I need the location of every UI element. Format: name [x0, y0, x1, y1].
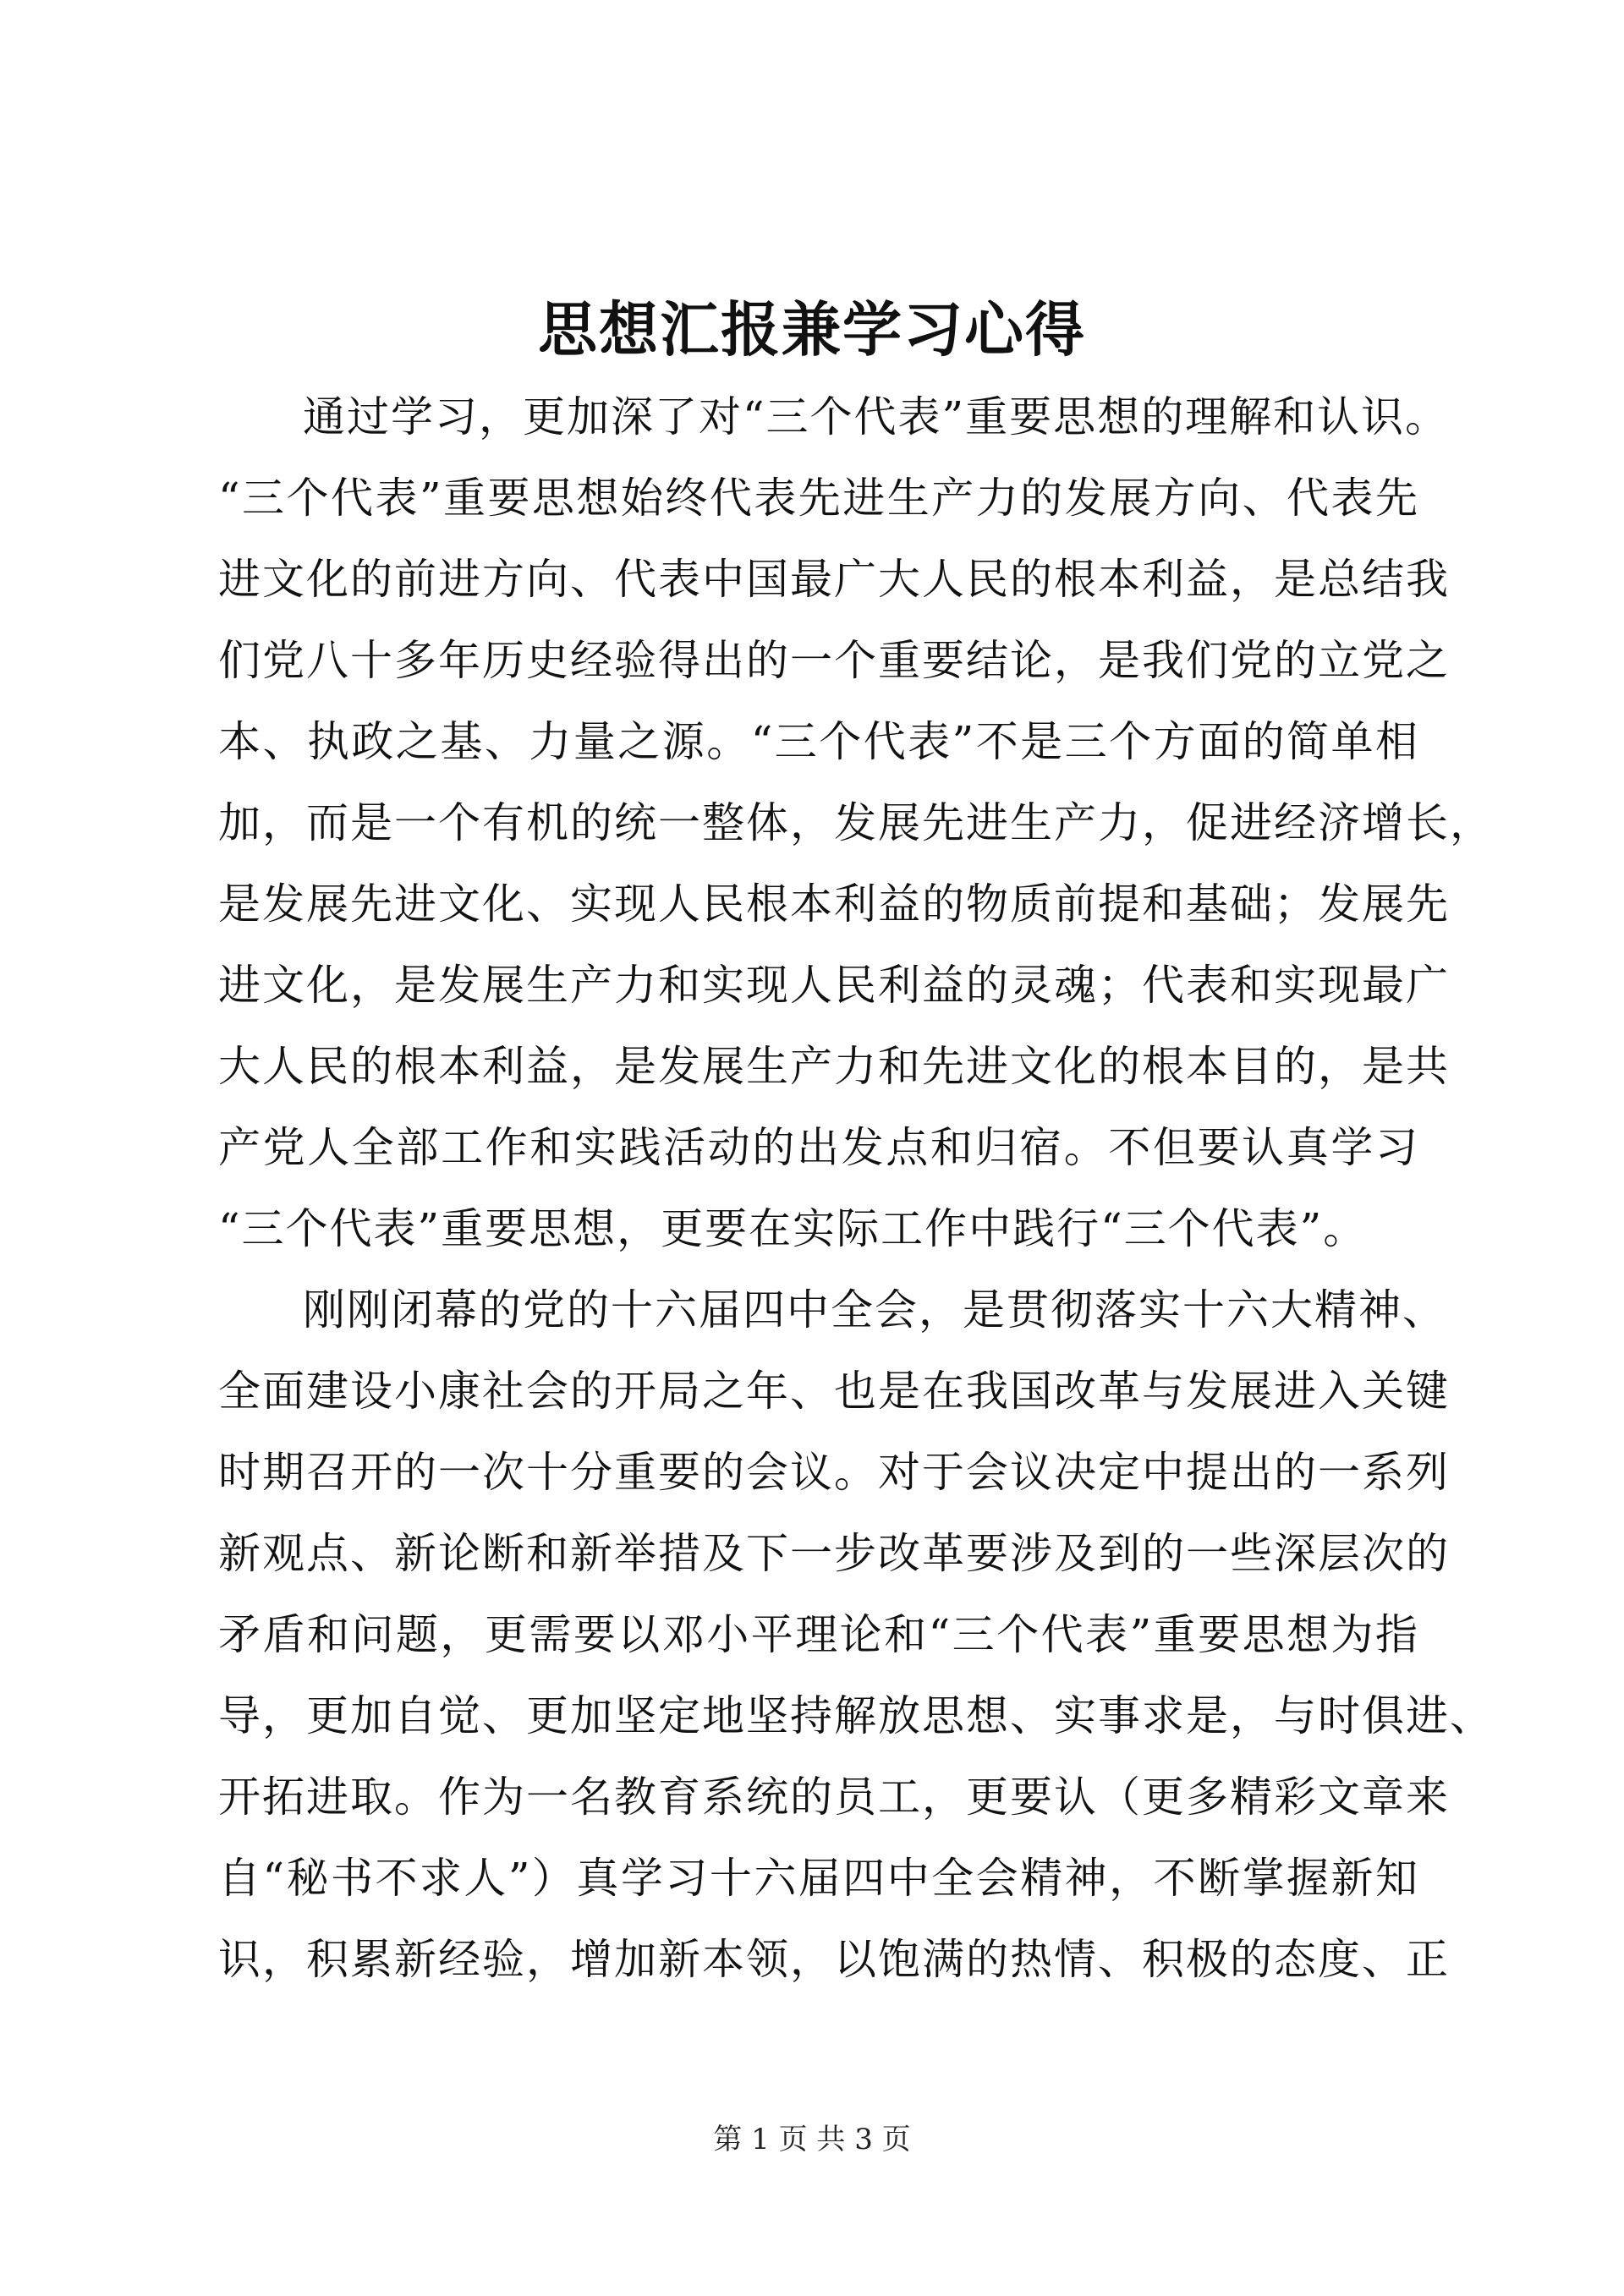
paragraph-line: 本、执政之基、力量之源。“三个代表”不是三个方面的简单相	[218, 717, 1419, 766]
document-title: 思想汇报兼学习心得	[538, 294, 1086, 364]
paragraph-2	[218, 1269, 1494, 2000]
paragraph-line: 时期召开的一次十分重要的会议。对于会议决定中提出的一系列	[218, 1448, 1450, 1497]
paragraph-line: 们党八十多年历史经验得出的一个重要结论，是我们党的立党之	[218, 636, 1450, 685]
paragraph-line: 开拓进取。作为一名教育系统的员工，更要认（更多精彩文章来	[218, 1773, 1450, 1822]
paragraph-1	[218, 376, 1494, 1269]
paragraph-line: 加，而是一个有机的统一整体，发展先进生产力，促进经济增长，	[218, 798, 1494, 847]
paragraph-line: 识，积累新经验，增加新本领，以饱满的热情、积极的态度、正	[218, 1935, 1450, 1984]
paragraph-line: 进文化的前进方向、代表中国最广大人民的根本利益，是总结我	[218, 555, 1450, 604]
document-body	[218, 376, 1494, 2000]
paragraph-line: 刚刚闭幕的党的十六届四中全会，是贯彻落实十六大精神、	[303, 1285, 1446, 1334]
paragraph-line: 是发展先进文化、实现人民根本利益的物质前提和基础；发展先	[218, 879, 1450, 929]
paragraph-line: 全面建设小康社会的开局之年、也是在我国改革与发展进入关键	[218, 1367, 1450, 1416]
paragraph-line: 新观点、新论断和新举措及下一步改革要涉及到的一些深层次的	[218, 1529, 1450, 1578]
paragraph-line: 通过学习，更加深了对“三个代表”重要思想的理解和认识。	[303, 392, 1450, 441]
paragraph-line: 产党人全部工作和实践活动的出发点和归宿。不但要认真学习	[218, 1123, 1419, 1172]
paragraph-line: 自“秘书不求人”）真学习十六届四中全会精神，不断掌握新知	[218, 1854, 1419, 1903]
page-number-footer: 第 1 页 共 3 页	[713, 2123, 911, 2156]
paragraph-line: 大人民的根本利益，是发展生产力和先进文化的根本目的，是共	[218, 1042, 1450, 1091]
paragraph-line: 矛盾和问题，更需要以邓小平理论和“三个代表”重要思想为指	[218, 1610, 1419, 1659]
paragraph-line: 进文化，是发展生产力和实现人民利益的灵魂；代表和实现最广	[218, 961, 1450, 1010]
paragraph-line: “三个代表”重要思想，更要在实际工作中践行“三个代表”。	[218, 1204, 1368, 1253]
paragraph-line: “三个代表”重要思想始终代表先进生产力的发展方向、代表先	[218, 474, 1419, 523]
paragraph-line: 导，更加自觉、更加坚定地坚持解放思想、实事求是，与时俱进、	[218, 1691, 1494, 1740]
